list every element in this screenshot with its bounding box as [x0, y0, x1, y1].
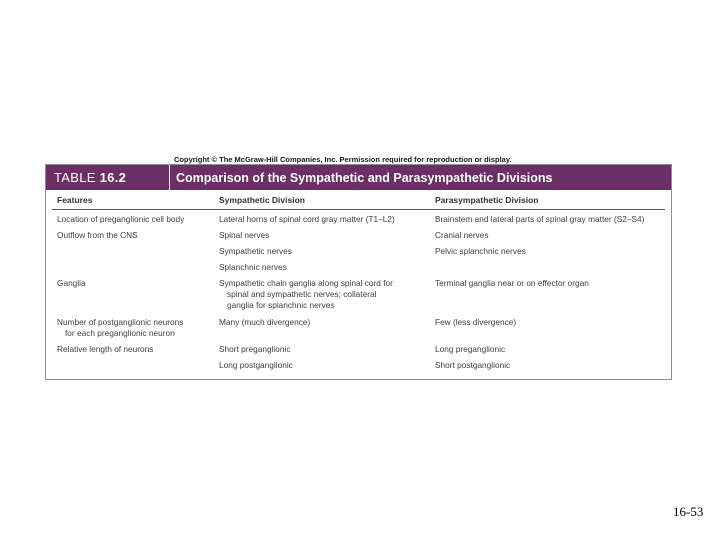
cell-parasympathetic-length-line: Long preganglionic — [435, 344, 506, 354]
table-number-value: 16.2 — [99, 170, 127, 185]
cell-feature-neurons-line: for each preganglionic neuron — [65, 328, 175, 338]
cell-sympathetic-outflow-line: Sympathetic nerves — [219, 246, 292, 256]
cell-sympathetic-location: Lateral horns of spinal cord gray matter (T1–L2) — [219, 214, 395, 224]
table-number — [46, 165, 170, 190]
cell-feature-neurons-line: Number of postganglionic neurons — [57, 317, 184, 327]
cell-sympathetic-outflow-line: Splanchnic nerves — [219, 262, 287, 272]
cell-sympathetic-ganglia-line: spinal and sympathetic nerves; collateral — [227, 289, 377, 299]
cell-parasympathetic-location: Brainstem and lateral parts of spinal gray matter (S2–S4) — [435, 214, 645, 224]
table-label: TABLE — [54, 170, 96, 185]
column-header-features: Features — [57, 195, 93, 205]
header-divider — [52, 209, 665, 210]
comparison-table — [45, 164, 672, 380]
table-title: Comparison of the Sympathetic and Parasympathetic Divisions — [176, 170, 553, 185]
cell-feature-location: Location of preganglionic cell body — [57, 214, 185, 224]
column-header-sympathetic: Sympathetic Division — [219, 195, 305, 205]
cell-feature-ganglia: Ganglia — [57, 278, 86, 288]
cell-sympathetic-neurons: Many (much divergence) — [219, 317, 311, 327]
copyright-notice: Copyright © The McGraw-Hill Companies, Inc. Permission required for reproduction or display. — [174, 155, 512, 164]
cell-feature-outflow: Outflow from the CNS — [57, 230, 138, 240]
table-header-bar — [46, 165, 671, 190]
cell-sympathetic-length-line: Long postganglionic — [219, 360, 293, 370]
cell-feature-length: Relative length of neurons — [57, 344, 154, 354]
cell-parasympathetic-ganglia: Terminal ganglia near or on effector organ — [435, 278, 589, 288]
page-number: 16-53 — [673, 504, 704, 519]
cell-parasympathetic-outflow-line: Cranial nerves — [435, 230, 489, 240]
column-header-parasympathetic: Parasympathetic Division — [435, 195, 539, 205]
cell-sympathetic-ganglia-line: ganglia for splanchnic nerves — [227, 300, 335, 310]
cell-parasympathetic-length-line: Short postganglionic — [435, 360, 511, 370]
cell-sympathetic-ganglia-line: Sympathetic chain ganglia along spinal cord for — [219, 278, 393, 288]
cell-parasympathetic-neurons: Few (less divergence) — [435, 317, 517, 327]
cell-sympathetic-length-line: Short preganglionic — [219, 344, 291, 354]
cell-parasympathetic-outflow-line: Pelvic splanchnic nerves — [435, 246, 526, 256]
cell-sympathetic-outflow-line: Spinal nerves — [219, 230, 270, 240]
